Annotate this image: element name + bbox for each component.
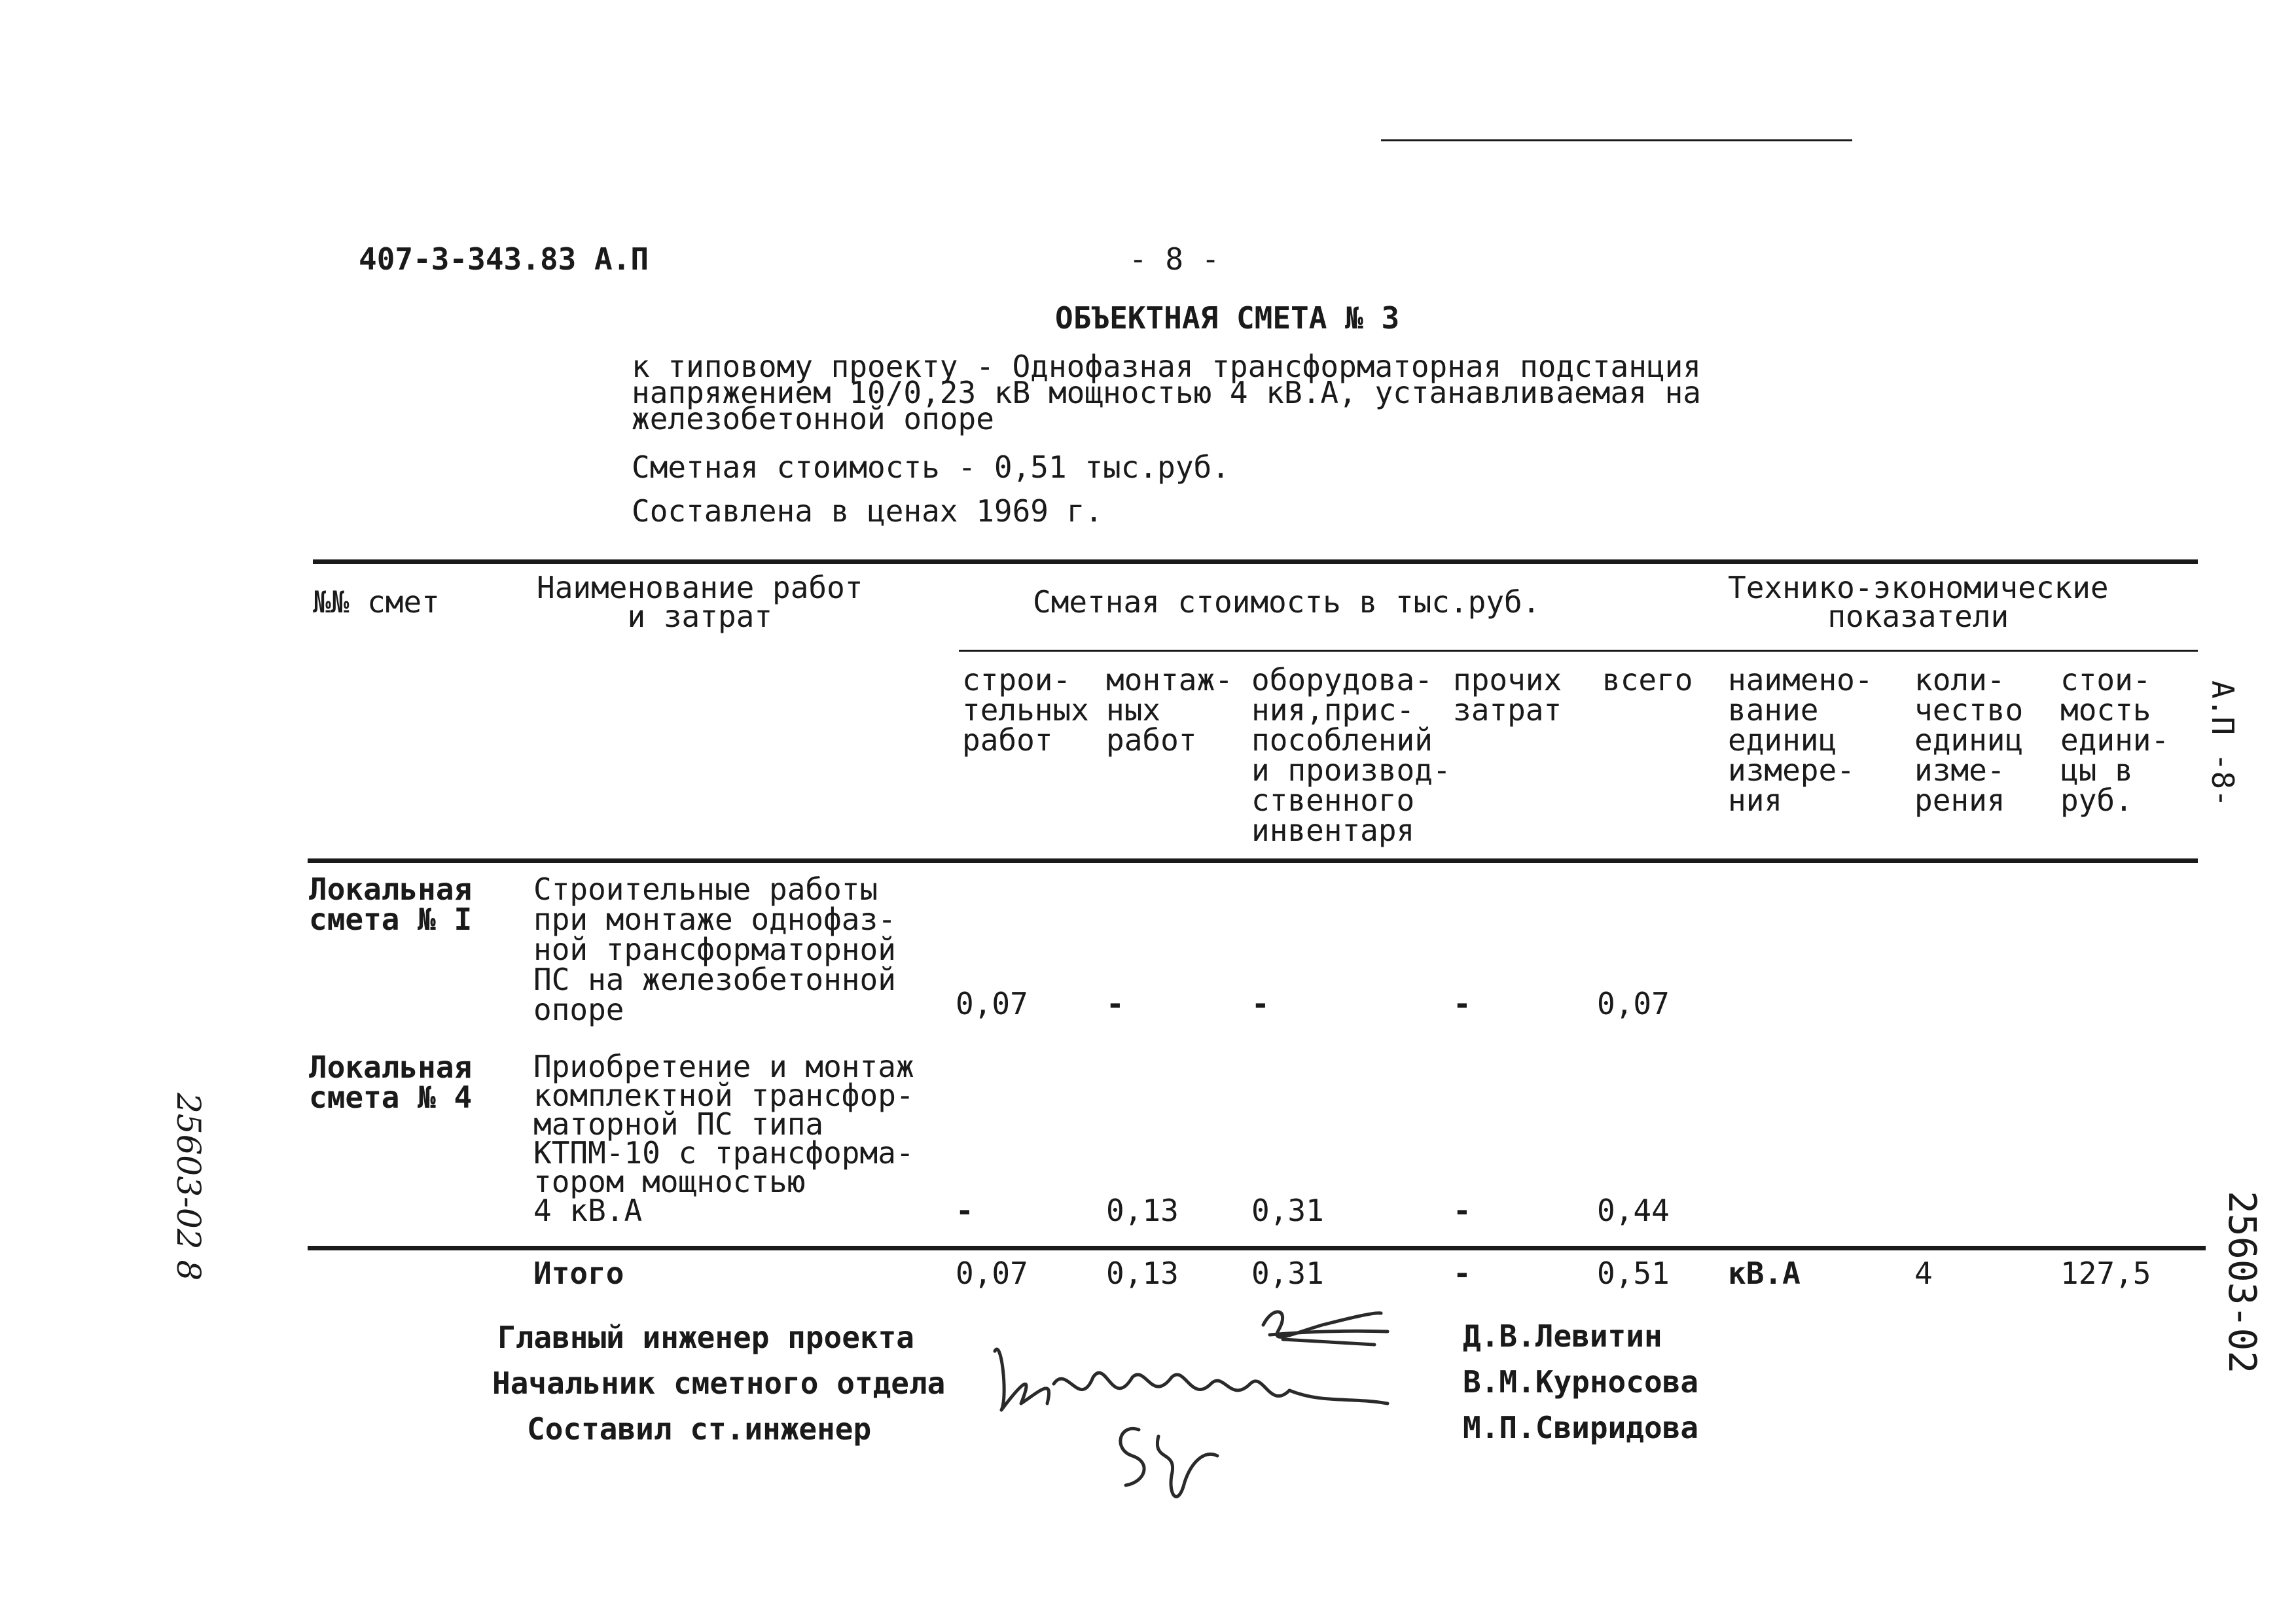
header-tech-group: Технико-экономические показатели <box>1728 570 2109 634</box>
row1-work-name: Строительные работы при монтаже однофаз- ной трансформаторной ПС на железобетонной опоре <box>533 872 896 1027</box>
estimated-cost: Сметная стоимость - 0,51 тыс.руб. <box>632 450 1230 485</box>
total-unit-qty: 4 <box>1914 1256 1933 1291</box>
signature-role: Главный инженер проекта <box>497 1320 914 1355</box>
total-other: - <box>1453 1256 1471 1291</box>
header-col-total: всего <box>1602 662 1693 697</box>
right-margin-note-bottom: 25603-02 <box>2220 1191 2265 1374</box>
table-subheader-rule <box>959 650 2198 652</box>
row2-estimate-number: Локальная смета № 4 <box>309 1050 473 1115</box>
signature-role: Составил ст.инженер <box>527 1411 872 1447</box>
row2-equipment: 0,31 <box>1251 1193 1324 1228</box>
row1-mounting: - <box>1106 986 1124 1021</box>
header-col-other: прочих затрат <box>1453 662 1562 728</box>
total-mounting: 0,13 <box>1106 1256 1179 1291</box>
page-number: - 8 - <box>1129 241 1220 277</box>
page-title: ОБЪЕКТНАЯ СМЕТА № 3 <box>1055 300 1400 336</box>
left-margin-note: 25603-02 8 <box>170 1093 207 1281</box>
row1-other: - <box>1453 986 1471 1021</box>
total-unit-name: кВ.А <box>1728 1256 1801 1291</box>
row1-construction: 0,07 <box>956 986 1028 1021</box>
signature-name: Д.В.Левитин <box>1463 1318 1662 1354</box>
row2-mounting: 0,13 <box>1106 1193 1179 1228</box>
subtitle-line: к типовому проекту - Однофазная трансформаторная подстанция <box>632 349 1701 384</box>
signature-name: М.П.Свиридова <box>1463 1410 1699 1445</box>
table-top-rule <box>313 559 2198 564</box>
handwritten-signatures <box>982 1299 1401 1515</box>
header-cost-group: Сметная стоимость в тыс.руб. <box>1033 584 1541 620</box>
row2-total: 0,44 <box>1597 1193 1670 1228</box>
total-sum: 0,51 <box>1597 1256 1670 1291</box>
header-col-unit-name: наимено- вание единиц измере- ния <box>1728 662 1873 818</box>
table-total-rule <box>308 1246 2206 1250</box>
header-estimate-number: №№ смет <box>313 584 440 620</box>
subtitle-line: железобетонной опоре <box>632 401 994 436</box>
subtitle-line: напряжением 10/0,23 кВ мощностью 4 кВ.А, устанавливаемая на <box>632 375 1701 410</box>
right-margin-note-top: А.П -8- <box>2205 680 2240 807</box>
top-rule <box>1381 139 1852 141</box>
prices-year: Составлена в ценах 1969 г. <box>632 493 1103 529</box>
header-col-mounting: монтаж- ных работ <box>1106 662 1233 758</box>
header-col-construction: строи- тельных работ <box>962 662 1089 758</box>
header-col-unit-qty: коли- чество единиц изме- рения <box>1914 662 2024 818</box>
row1-equipment: - <box>1251 986 1270 1021</box>
total-unit-cost: 127,5 <box>2060 1256 2151 1291</box>
document-code: 407-3-343.83 А.П <box>359 241 649 277</box>
row2-work-name: Приобретение и монтаж комплектной трансфор- маторной ПС типа КТПМ-10 с трансформа- тором мощностью 4 кВ.А <box>533 1049 914 1228</box>
header-work-name: Наименование работ и затрат <box>537 570 863 634</box>
row2-other: - <box>1453 1193 1471 1228</box>
row1-estimate-number: Локальная смета № I <box>309 872 473 937</box>
header-col-equipment: оборудова- ния,прис- пособлений и производ- ственного инвентаря <box>1251 662 1451 848</box>
table-header-bottom-rule <box>308 858 2198 863</box>
signature-name: В.М.Курносова <box>1463 1364 1699 1400</box>
signature-role: Начальник сметного отдела <box>492 1366 946 1401</box>
row2-construction: - <box>956 1193 974 1228</box>
header-col-unit-cost: стои- мость едини- цы в руб. <box>2060 662 2170 818</box>
total-construction: 0,07 <box>956 1256 1028 1291</box>
row1-total: 0,07 <box>1597 986 1670 1021</box>
subtitle <box>632 349 1701 436</box>
total-equipment: 0,31 <box>1251 1256 1324 1291</box>
total-label: Итого <box>533 1256 624 1291</box>
